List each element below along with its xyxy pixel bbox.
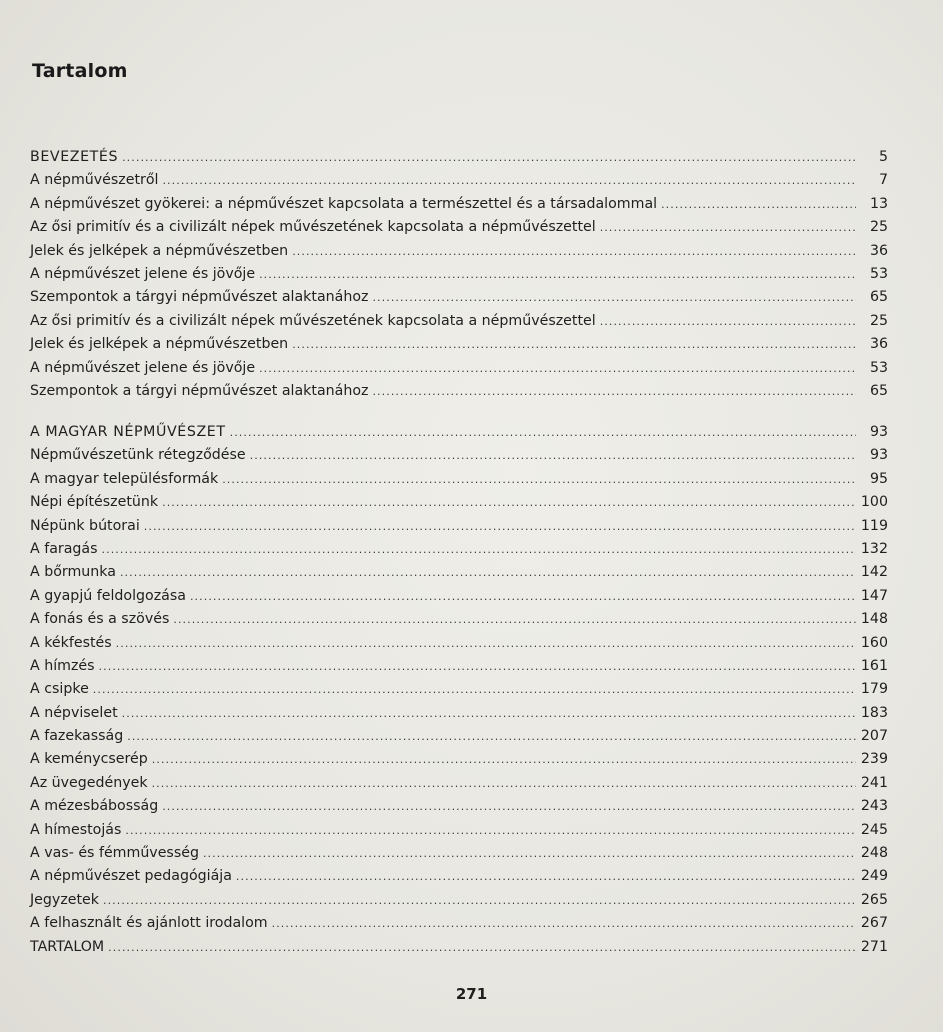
toc-entry [30, 865, 888, 888]
toc-entry-title: A MAGYAR NÉPMŰVÉSZET [30, 424, 226, 440]
toc-entry-page: 207 [860, 728, 888, 745]
toc-entry-title: Az ősi primitív és a civilizált népek művészetének kapcsolata a népművészettel [30, 312, 596, 329]
toc-entry-page: 65 [869, 289, 888, 306]
dot-leader [600, 216, 856, 239]
dot-leader [259, 263, 856, 286]
toc-entry [30, 842, 888, 865]
toc-entry-page: 95 [869, 470, 888, 487]
toc-section-introduction [30, 146, 888, 403]
toc-entry-title: Népi építészetünk [30, 494, 159, 511]
toc-entry [30, 912, 888, 935]
dot-leader [144, 515, 856, 538]
dot-leader [152, 748, 856, 771]
dot-leader [162, 795, 856, 818]
toc-entry [30, 169, 888, 192]
dot-leader [292, 333, 856, 356]
toc-entry-title: A csipke [30, 681, 89, 698]
dot-leader [103, 889, 856, 912]
page-number: 271 [455, 985, 488, 1003]
toc-entry-page: 25 [869, 219, 888, 236]
toc-entry-page: 179 [860, 681, 888, 698]
toc-entry-title: Szempontok a tárgyi népművészet alaktanához [30, 289, 369, 306]
toc-entry-page: 243 [860, 798, 888, 815]
toc-entry-title: Jelek és jelképek a népművészetben [30, 336, 289, 353]
dot-leader [102, 538, 856, 561]
toc-entry-page: 241 [860, 774, 888, 791]
toc-entry-page: 5 [878, 149, 888, 165]
toc-entry-title: A vas- és fémművesség [30, 845, 199, 862]
dot-leader [292, 240, 856, 263]
toc-entry [30, 310, 888, 333]
toc-entry [30, 702, 888, 725]
toc-entry-title: A fazekasság [30, 728, 124, 745]
toc-entry [30, 725, 888, 748]
toc-entry-title: A bőrmunka [30, 564, 116, 581]
dot-leader [122, 146, 856, 169]
dot-leader [372, 286, 856, 309]
toc-entry-title: A felhasznált és ajánlott irodalom [30, 915, 268, 932]
toc-entry-title: A népviselet [30, 704, 118, 721]
toc-entry [30, 491, 888, 514]
toc-entry-page: 142 [860, 564, 888, 581]
toc-entry-title: A népművészetről [30, 172, 159, 189]
dot-leader [259, 357, 856, 380]
toc-entry [30, 286, 888, 309]
toc-entry-page: 36 [869, 336, 888, 353]
dot-leader [372, 380, 856, 403]
dot-leader [120, 561, 856, 584]
toc-entry-title: A keménycserép [30, 751, 148, 768]
dot-leader [173, 608, 856, 631]
toc-entry-page: 271 [860, 938, 888, 955]
toc-entry-title: Népművészetünk rétegződése [30, 447, 246, 464]
dot-leader [125, 819, 856, 842]
toc-entry [30, 585, 888, 608]
toc-entry [30, 561, 888, 584]
toc-entry-page: 93 [869, 424, 888, 440]
dot-leader [230, 421, 856, 444]
toc-entry-title: A mézesbábosság [30, 798, 159, 815]
toc-entry [30, 538, 888, 561]
toc-entry-title: Az üvegedények [30, 774, 148, 791]
toc-entry [30, 240, 888, 263]
toc-entry-page: 161 [860, 657, 888, 674]
dot-leader [272, 912, 856, 935]
toc-entry-page: 36 [869, 242, 888, 259]
dot-leader [108, 936, 856, 959]
toc-entry [30, 889, 888, 912]
toc-entry-title: A népművészet jelene és jövője [30, 265, 256, 282]
toc-entry-title: A hímestojás [30, 821, 122, 838]
toc-entry [30, 216, 888, 239]
dot-leader [222, 468, 856, 491]
toc-entry-page: 132 [860, 540, 888, 557]
toc-entry [30, 263, 888, 286]
toc-entry [30, 444, 888, 467]
toc-entry-page: 267 [860, 915, 888, 932]
toc-entry [30, 655, 888, 678]
toc-entry [30, 795, 888, 818]
toc-entry [30, 380, 888, 403]
toc-entry-title: A magyar településformák [30, 470, 219, 487]
dot-leader [152, 772, 856, 795]
toc-entry-title: A népművészet gyökerei: a népművészet kapcsolata a természettel és a társadalommal [30, 195, 658, 212]
dot-leader [203, 842, 856, 865]
toc-entry-page: 100 [860, 494, 888, 511]
dot-leader [127, 725, 856, 748]
toc-entry [30, 819, 888, 842]
toc-entry [30, 515, 888, 538]
toc-entry-page: 249 [860, 868, 888, 885]
toc-entry-page: 119 [860, 517, 888, 534]
toc-entry [30, 632, 888, 655]
dot-leader [661, 193, 856, 216]
toc-entry-title: Jelek és jelképek a népművészetben [30, 242, 289, 259]
dot-leader [190, 585, 856, 608]
toc-entry-page: 239 [860, 751, 888, 768]
toc-entry-page: 183 [860, 704, 888, 721]
toc-entry-title: Jegyzetek [30, 891, 99, 908]
toc-entry [30, 421, 888, 444]
toc-entry-page: 245 [860, 821, 888, 838]
dot-leader [99, 655, 856, 678]
toc-entry-page: 265 [860, 891, 888, 908]
toc-entry [30, 357, 888, 380]
toc-entry-title: Az ősi primitív és a civilizált népek művészetének kapcsolata a népművészettel [30, 219, 596, 236]
toc-section-hungarian-folk-art [30, 421, 888, 959]
toc-entry-page: 93 [869, 447, 888, 464]
toc-entry-title: A fonás és a szövés [30, 611, 170, 628]
dot-leader [250, 444, 856, 467]
toc-entry-title: A hímzés [30, 657, 95, 674]
toc-entry-title: A népművészet jelene és jövője [30, 359, 256, 376]
toc-entry [30, 333, 888, 356]
toc-entry-page: 147 [860, 587, 888, 604]
toc-entry [30, 193, 888, 216]
toc-entry-page: 7 [878, 172, 888, 189]
toc-entry [30, 772, 888, 795]
toc-entry [30, 468, 888, 491]
toc-entry-page: 53 [869, 359, 888, 376]
toc-entry-page: 25 [869, 312, 888, 329]
toc-entry-page: 160 [860, 634, 888, 651]
page-title: Tartalom [32, 60, 128, 82]
dot-leader [116, 632, 856, 655]
toc-entry [30, 748, 888, 771]
toc-entry-page: 53 [869, 265, 888, 282]
dot-leader [122, 702, 856, 725]
toc-entry-page: 65 [869, 382, 888, 399]
toc-entry-page: 148 [860, 611, 888, 628]
toc-entry [30, 936, 888, 959]
toc-entry-title: BEVEZETÉS [30, 149, 119, 165]
dot-leader [600, 310, 856, 333]
toc-entry-page: 248 [860, 845, 888, 862]
toc-entry [30, 678, 888, 701]
toc-entry-title: A kékfestés [30, 634, 112, 651]
toc-entry-page: 13 [869, 195, 888, 212]
toc-entry-title: A gyapjú feldolgozása [30, 587, 186, 604]
dot-leader [236, 865, 856, 888]
dot-leader [93, 678, 856, 701]
toc-entry-title: Szempontok a tárgyi népművészet alaktanához [30, 382, 369, 399]
dot-leader [162, 169, 856, 192]
toc-entry [30, 146, 888, 169]
toc-entry-title: A faragás [30, 540, 98, 557]
toc-entry-title: A népművészet pedagógiája [30, 868, 232, 885]
toc-entry-title: TARTALOM [30, 938, 105, 955]
toc-entry [30, 608, 888, 631]
toc-entry-title: Népünk bútorai [30, 517, 140, 534]
dot-leader [162, 491, 856, 514]
